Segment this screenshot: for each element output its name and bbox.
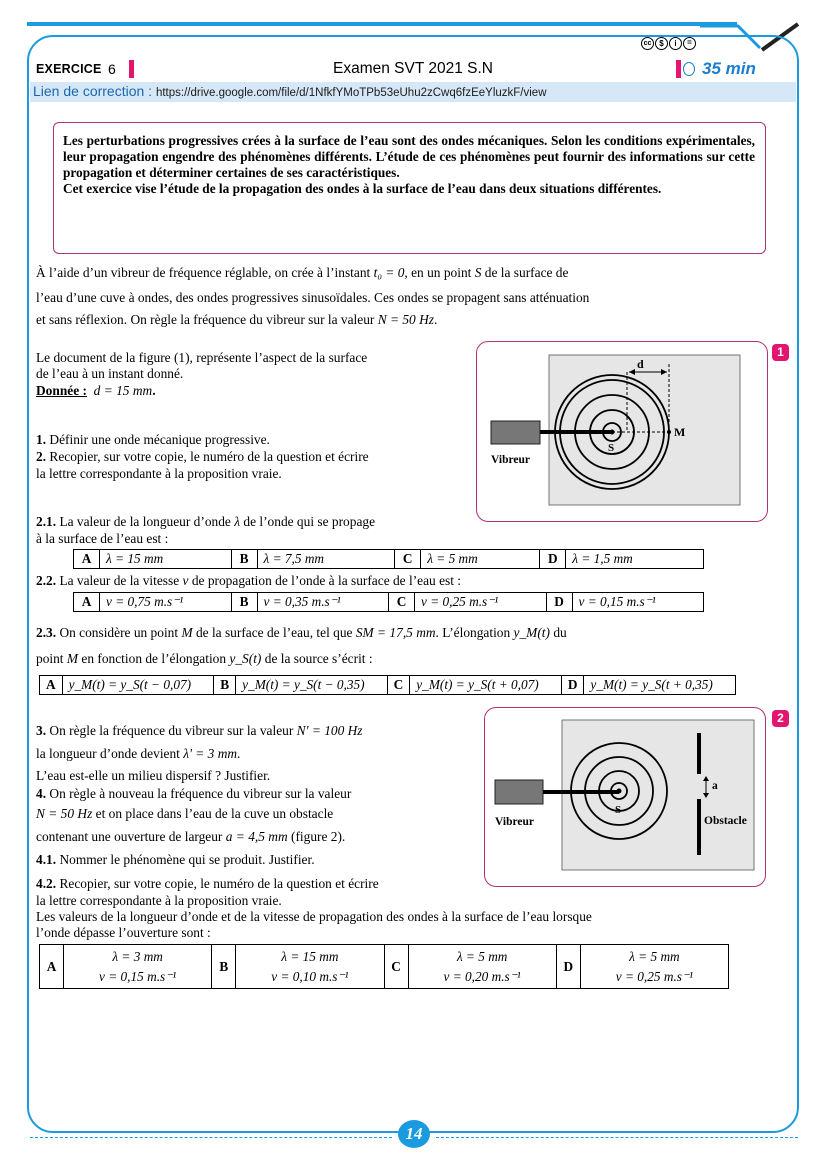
q3-line-3: L’eau est-elle un milieu dispersif ? Justifier. [36,768,271,783]
donnee: Donnée : d = 15 mm. [36,383,156,398]
q21-option-letter[interactable]: C [395,550,421,569]
q4-line-2: N = 50 Hz et on place dans l’eau de la cuve un obstacle [36,806,334,821]
q21-line-2: à la surface de l’eau est : [36,531,169,546]
q21-option-value: λ = 15 mm [100,550,232,569]
context-line-3: et sans réflexion. On règle la fréquence du vibreur sur la valeur N = 50 Hz. [36,312,438,327]
figure-1-badge: 1 [772,344,789,361]
q42-option-letter[interactable]: A [40,945,64,989]
q21-option-letter[interactable]: D [540,550,566,569]
q22-option-letter[interactable]: C [389,593,415,612]
figure-2-badge: 2 [772,710,789,727]
figure-2-diagram [485,708,767,888]
q22-line: 2.2. La valeur de la vitesse v de propagation de l’onde à la surface de l’eau est : [36,573,462,588]
q23-option-letter[interactable]: C [387,676,410,695]
nc-icon: i [669,37,682,50]
q3-line-1: 3. On règle la fréquence du vibreur sur la valeur N' = 100 Hz [36,723,363,738]
q4-line-1: 4. On règle à nouveau la fréquence du vibreur sur la valeur [36,786,352,801]
context-line-1: À l’aide d’un vibreur de fréquence réglable, on crée à l’instant t₀ = 0, en un point S de la surface de [36,265,569,280]
q21-option-letter[interactable]: B [231,550,257,569]
q23-option-value: y_M(t) = y_S(t − 0,07) [62,676,214,695]
q21-option-value: λ = 5 mm [421,550,540,569]
correction-link[interactable]: https://drive.google.com/file/d/1NfkfYMoTPb53eUhu2zCwq6fzEeYluzkF/view [155,87,547,99]
q42-option-values: λ = 3 mm v = 0,15 m.s⁻¹ [64,945,212,989]
question-2-line-1: 2. Recopier, sur votre copie, le numéro de la question et écrire [36,449,369,464]
footer-rule-right [436,1137,798,1138]
q23-options [39,675,736,695]
q4-line-3: contenant une ouverture de largeur a = 4,5 mm (figure 2). [36,829,346,844]
intro-paragraph-1: Les perturbations progressives crées à la surface de l’eau sont des ondes mécaniques. Selon les conditions expérimentales, leur propagation engendre des phénomènes différents. L’étude de ces phénomènes peut fournir des informations sur cette propagation et déterminer certaines de ses caractéristiques. [63,133,755,180]
page-number: 14 [398,1120,430,1148]
figure-1-label-vibreur: Vibreur [491,454,530,466]
figure-1-diagram [477,342,769,523]
q21-option-value: λ = 1,5 mm [566,550,704,569]
q22-option-letter[interactable]: A [74,593,100,612]
q42-options [39,944,729,989]
figure-2-label-vibreur: Vibreur [495,816,534,828]
correction-line [33,83,547,99]
nd-icon: = [683,37,696,50]
q3-line-2: la longueur d’onde devient λ' = 3 mm. [36,746,241,761]
q21-option-letter[interactable]: A [74,550,100,569]
cc-icon: cc [641,37,654,50]
q42-line-4: l’onde dépasse l’ouverture sont : [36,925,211,940]
q22-option-value: v = 0,25 m.s⁻¹ [415,593,547,612]
q22-option-value: v = 0,15 m.s⁻¹ [572,593,704,612]
question-2-line-2: la lettre correspondante à la proposition vraie. [36,466,282,481]
figure-2-label-S: S [615,804,622,816]
q21-line-1: 2.1. La valeur de la longueur d’onde λ de l’onde qui se propage [36,514,376,529]
exercise-label: EXERCICE [36,62,102,76]
figure-1-label-d: d [637,357,644,371]
by-icon: $ [655,37,668,50]
q42-line-1: 4.2. Recopier, sur votre copie, le numéro de la question et écrire [36,876,379,891]
q42-line-3: Les valeurs de la longueur d’onde et de la vitesse de propagation des ondes à la surface de l’eau lorsque [36,909,592,924]
figure-1-label-M: M [674,425,686,439]
top-rule [27,22,737,26]
exercise-number: 6 [108,61,116,77]
cc-license-icons [641,37,696,50]
q23-option-letter[interactable]: D [561,676,584,695]
figure-1 [476,341,768,522]
q42-line-2: la lettre correspondante à la proposition vraie. [36,893,282,908]
figure-2-label-obstacle: Obstacle [704,815,747,827]
q42-option-values: λ = 15 mm v = 0,10 m.s⁻¹ [236,945,384,989]
q42-option-values: λ = 5 mm v = 0,25 m.s⁻¹ [580,945,728,989]
q21-option-value: λ = 7,5 mm [257,550,395,569]
q22-option-value: v = 0,75 m.s⁻¹ [100,593,232,612]
q21-options [73,549,704,569]
figure-2 [484,707,766,887]
q22-option-value: v = 0,35 m.s⁻¹ [257,593,389,612]
exam-title: Examen SVT 2021 S.N [333,60,493,77]
duration: 35 min [702,59,756,78]
figure-1-label-S: S [608,442,615,454]
intro-box [53,122,766,254]
q23-option-letter[interactable]: B [214,676,236,695]
q22-options [73,592,704,612]
doc-line-1: Le document de la figure (1), représente l’aspect de la surface [36,350,368,365]
q23-line-1: 2.3. On considère un point M de la surface de l’eau, tel que SM = 17,5 mm. L’élongation y_M(t) du [36,625,567,640]
q42-option-letter[interactable]: B [212,945,236,989]
doc-line-2: de l’eau à un instant donné. [36,366,184,381]
clock-icon [683,62,695,76]
q23-option-value: y_M(t) = y_S(t + 0,35) [584,676,736,695]
q22-option-letter[interactable]: D [546,593,572,612]
question-1: 1. Définir une onde mécanique progressive. [36,432,270,447]
q42-option-letter[interactable]: C [384,945,408,989]
correction-label: Lien de correction : [33,83,153,99]
title-marker-right [676,60,681,78]
q23-line-2: point M en fonction de l’élongation y_S(t) de la source s’écrit : [36,651,373,666]
q22-option-letter[interactable]: B [231,593,257,612]
q23-option-value: y_M(t) = y_S(t − 0,35) [236,676,388,695]
q41-line: 4.1. Nommer le phénomène qui se produit. Justifier. [36,852,315,867]
footer-rule-left [30,1137,392,1138]
intro-paragraph-2: Cet exercice vise l’étude de la propagation des ondes à la surface de l’eau dans deux situations différentes. [63,181,662,196]
figure-2-label-a: a [712,780,718,792]
context-line-2: l’eau d’une cuve à ondes, des ondes progressives sinusoïdales. Ces ondes se propagent sans atténuation [36,290,590,305]
q42-option-values: λ = 5 mm v = 0,20 m.s⁻¹ [408,945,556,989]
q23-option-value: y_M(t) = y_S(t + 0,07) [410,676,562,695]
q23-option-letter[interactable]: A [40,676,63,695]
q42-option-letter[interactable]: D [556,945,580,989]
